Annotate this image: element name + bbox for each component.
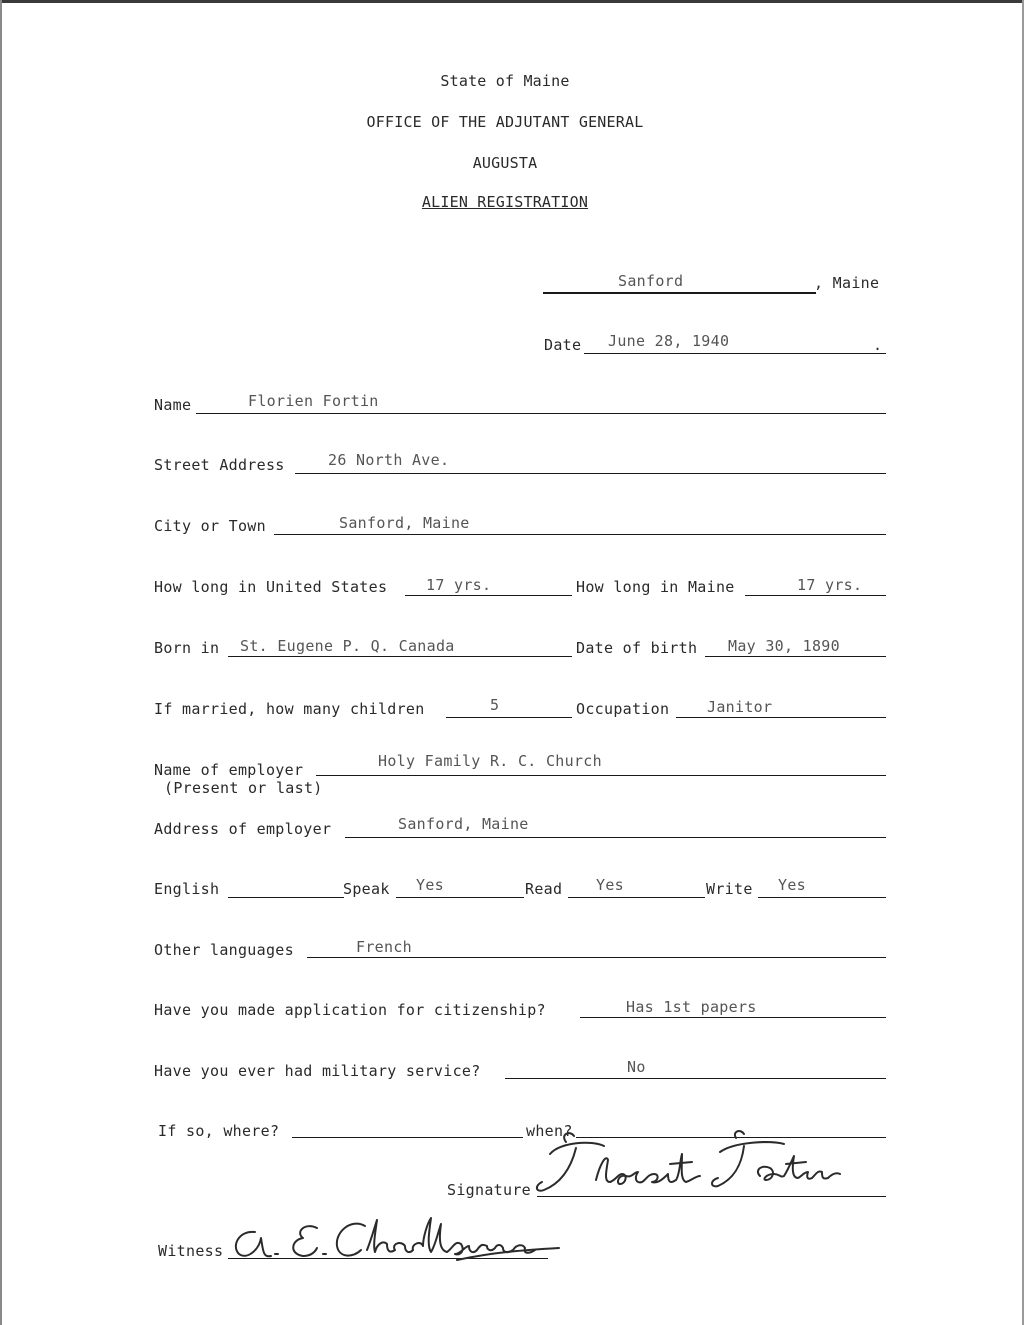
form-title: ALIEN REGISTRATION: [421, 193, 589, 211]
military-line: [505, 1078, 886, 1079]
birth-date-line: [705, 656, 886, 657]
military-value: No: [627, 1058, 646, 1076]
date-value: June 28, 1940: [608, 332, 730, 350]
birth-date-value: May 30, 1890: [728, 637, 840, 655]
street-label: Street Address: [154, 456, 285, 474]
us-years-value: 17 yrs.: [426, 576, 492, 594]
when-label: when?: [526, 1122, 573, 1140]
employer-address-line: [345, 837, 886, 838]
other-languages-line: [307, 957, 886, 958]
witness-label: Witness: [158, 1242, 224, 1260]
citizenship-label: Have you made application for citizenship?: [154, 1001, 546, 1019]
signature-label: Signature: [447, 1181, 531, 1199]
us-years-line: [405, 595, 572, 596]
military-label: Have you ever had military service?: [154, 1062, 481, 1080]
name-value: Florien Fortin: [248, 392, 379, 410]
english-label: English: [154, 880, 220, 898]
street-value: 26 North Ave.: [328, 451, 450, 469]
english-line: [228, 897, 344, 898]
street-line: [295, 473, 886, 474]
employer-line: [316, 775, 886, 776]
employer-sublabel: (Present or last): [164, 779, 323, 797]
header-city: AUGUSTA: [472, 154, 538, 172]
where-label: If so, where?: [158, 1122, 280, 1140]
city-label: City or Town: [154, 517, 266, 535]
city-value: Sanford, Maine: [339, 514, 470, 532]
date-line: [584, 353, 886, 354]
maine-years-line: [745, 595, 886, 596]
children-value: 5: [490, 696, 500, 714]
employer-address-value: Sanford, Maine: [398, 815, 529, 833]
born-in-line: [228, 656, 572, 657]
born-in-value: St. Eugene P. Q. Canada: [240, 637, 455, 655]
location-town: Sanford: [618, 272, 684, 290]
read-line: [568, 897, 705, 898]
other-languages-value: French: [356, 938, 412, 956]
children-label: If married, how many children: [154, 700, 425, 718]
employer-address-label: Address of employer: [154, 820, 332, 838]
birth-date-label: Date of birth: [576, 639, 698, 657]
employer-value: Holy Family R. C. Church: [378, 752, 602, 770]
page-edge-top: [0, 0, 1024, 3]
occupation-label: Occupation: [576, 700, 670, 718]
other-languages-label: Other languages: [154, 941, 294, 959]
header-state: State of Maine: [440, 72, 570, 90]
read-value: Yes: [596, 876, 624, 894]
write-label: Write: [706, 880, 753, 898]
speak-line: [396, 897, 524, 898]
where-line: [292, 1137, 523, 1138]
date-label: Date: [544, 336, 582, 354]
children-line: [446, 717, 572, 718]
citizenship-line: [580, 1017, 886, 1018]
name-line: [196, 413, 886, 414]
read-label: Read: [525, 880, 563, 898]
occupation-line: [676, 717, 886, 718]
occupation-value: Janitor: [707, 698, 773, 716]
maine-years-value: 17 yrs.: [797, 576, 863, 594]
speak-label: Speak: [343, 880, 390, 898]
born-in-label: Born in: [154, 639, 220, 657]
employer-label: Name of employer: [154, 761, 304, 779]
date-period: .: [873, 336, 883, 354]
location-town-line: [543, 292, 816, 294]
speak-value: Yes: [416, 876, 444, 894]
header-office: OFFICE OF THE ADJUTANT GENERAL: [366, 113, 644, 131]
maine-years-label: How long in Maine: [576, 578, 735, 596]
location-state-suffix: , Maine: [814, 274, 880, 292]
witness-signature-image: [225, 1210, 560, 1270]
write-value: Yes: [778, 876, 806, 894]
write-line: [758, 897, 886, 898]
city-line: [274, 534, 886, 535]
handwritten-signature-image: [530, 1130, 850, 1205]
name-label: Name: [154, 396, 192, 414]
us-years-label: How long in United States: [154, 578, 388, 596]
citizenship-value: Has 1st papers: [626, 998, 757, 1016]
